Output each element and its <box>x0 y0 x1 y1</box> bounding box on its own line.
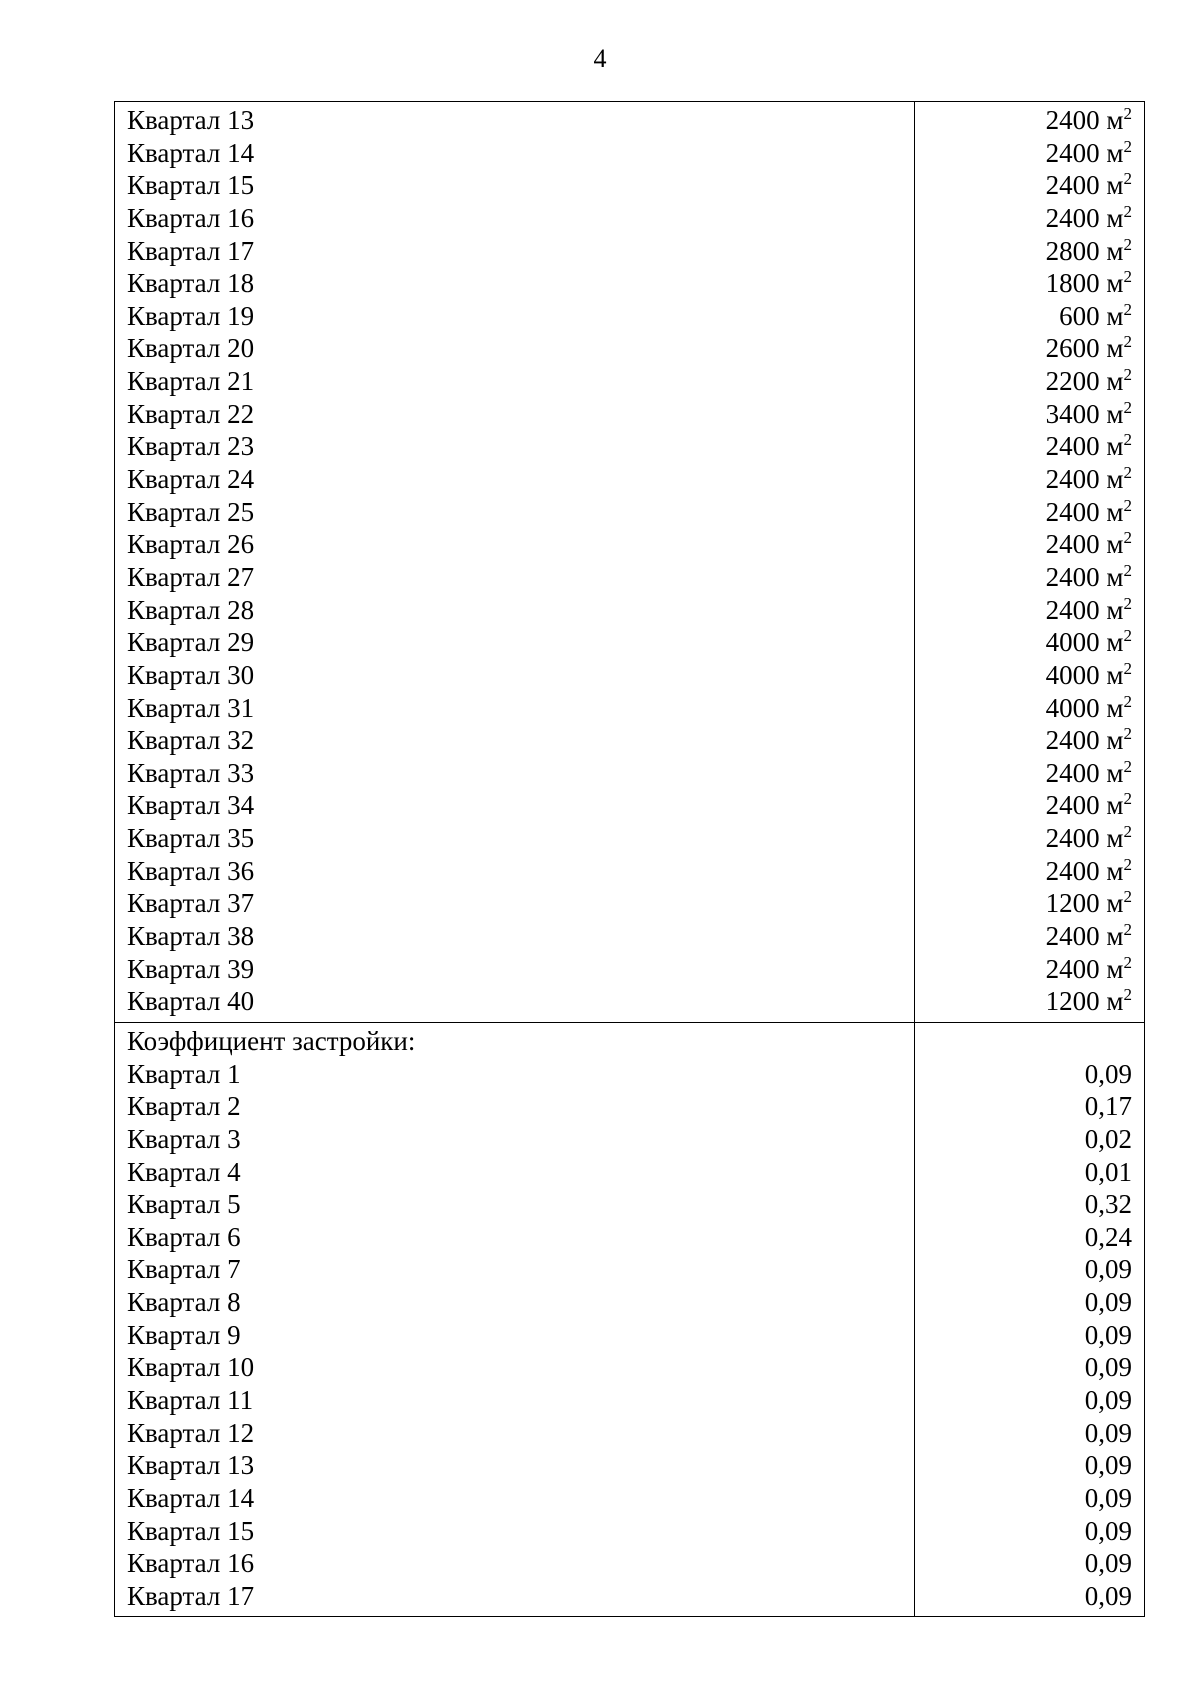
area-value-text: 4000 м <box>1045 627 1124 658</box>
coefficient-row-label: Квартал 1 <box>127 1058 241 1089</box>
area-value-text: 2400 м <box>1045 202 1124 233</box>
area-value-text: 4000 м <box>1045 659 1124 690</box>
area-value-text: 2400 м <box>1045 464 1124 495</box>
area-row-label: Квартал 39 <box>127 953 255 984</box>
coefficient-value-cell <box>915 1022 1145 1617</box>
area-value-text: 2400 м <box>1045 921 1124 952</box>
unit-superscript: 2 <box>1123 854 1132 874</box>
unit-superscript: 2 <box>1123 952 1132 972</box>
area-value-text: 4000 м <box>1045 692 1124 723</box>
coefficient-row-value: 0,09 <box>1084 1319 1132 1350</box>
area-row-label: Квартал 18 <box>127 268 255 299</box>
area-row-label: Квартал 31 <box>127 692 255 723</box>
area-value-text: 2400 м <box>1045 757 1124 788</box>
unit-superscript: 2 <box>1123 201 1132 221</box>
area-value-text: 2400 м <box>1045 790 1124 821</box>
coefficient-heading-spacer <box>915 1025 1144 1058</box>
area-value-cell <box>915 102 1145 1023</box>
unit-superscript: 2 <box>1123 789 1132 809</box>
area-row-label: Квартал 22 <box>127 398 255 429</box>
area-row-label: Квартал 38 <box>127 921 255 952</box>
coefficient-row-label: Квартал 14 <box>127 1482 255 1513</box>
unit-superscript: 2 <box>1123 365 1132 385</box>
page-number: 4 <box>593 44 607 73</box>
unit-superscript: 2 <box>1123 658 1132 678</box>
unit-superscript: 2 <box>1123 822 1132 842</box>
coefficient-heading: Коэффициент застройки: <box>127 1025 416 1056</box>
coefficient-row-value: 0,09 <box>1084 1384 1132 1415</box>
area-row-value <box>915 104 1144 137</box>
area-row-value <box>915 692 1144 725</box>
area-row-value <box>915 855 1144 888</box>
coefficient-row-value: 0,32 <box>1084 1189 1132 1220</box>
area-row-value <box>915 920 1144 953</box>
area-row-label: Квартал 29 <box>127 627 255 658</box>
area-row-value <box>915 822 1144 855</box>
coefficient-row-label: Квартал 6 <box>127 1221 241 1252</box>
unit-superscript: 2 <box>1123 985 1132 1005</box>
area-row-value <box>915 332 1144 365</box>
coefficient-row-label: Квартал 13 <box>127 1450 255 1481</box>
area-row-value <box>915 463 1144 496</box>
area-row-label: Квартал 30 <box>127 659 255 690</box>
area-row-label: Квартал 17 <box>127 235 255 266</box>
area-value-text: 2800 м <box>1045 235 1124 266</box>
unit-superscript: 2 <box>1123 332 1132 352</box>
area-row-label: Квартал 21 <box>127 366 255 397</box>
coefficient-row-label: Квартал 3 <box>127 1123 241 1154</box>
coefficient-row-value: 0,01 <box>1084 1156 1132 1187</box>
area-row-label: Квартал 25 <box>127 496 255 527</box>
coefficient-row-value: 0,09 <box>1084 1548 1132 1579</box>
coefficient-row-value: 0,09 <box>1084 1580 1132 1611</box>
area-row-label: Квартал 20 <box>127 333 255 364</box>
coefficient-row-label: Квартал 11 <box>127 1384 254 1415</box>
area-row-label: Квартал 32 <box>127 725 255 756</box>
unit-superscript: 2 <box>1123 560 1132 580</box>
coefficient-row-label: Квартал 8 <box>127 1287 241 1318</box>
coefficient-row-value: 0,09 <box>1084 1417 1132 1448</box>
area-row-value <box>915 626 1144 659</box>
area-value-text: 2400 м <box>1045 137 1124 168</box>
area-row-value <box>915 430 1144 463</box>
document-table <box>114 101 1145 1617</box>
area-row-label: Квартал 13 <box>127 105 255 135</box>
unit-superscript: 2 <box>1123 593 1132 613</box>
area-row-label: Квартал 16 <box>127 202 255 233</box>
area-row-label: Квартал 26 <box>127 529 255 560</box>
coefficient-label-cell <box>115 1022 915 1617</box>
area-value-text: 2400 м <box>1045 105 1124 135</box>
area-value-text: 2400 м <box>1045 953 1124 984</box>
area-row-value <box>915 528 1144 561</box>
unit-superscript: 2 <box>1123 724 1132 744</box>
area-row-label: Квартал 15 <box>127 170 255 201</box>
coefficient-row-label: Квартал 9 <box>127 1319 241 1350</box>
area-value-text: 2200 м <box>1045 366 1124 397</box>
area-row-value <box>915 594 1144 627</box>
area-row-value <box>915 137 1144 170</box>
unit-superscript: 2 <box>1123 169 1132 189</box>
area-row-value <box>915 169 1144 202</box>
coefficient-row-value: 0,09 <box>1084 1254 1132 1285</box>
area-row-value <box>915 235 1144 268</box>
unit-superscript: 2 <box>1123 756 1132 776</box>
coefficient-row-value: 0,09 <box>1084 1482 1132 1513</box>
area-value-text: 3400 м <box>1045 398 1124 429</box>
coefficient-row-value: 0,24 <box>1084 1221 1132 1252</box>
coefficient-row-value: 0,02 <box>1084 1123 1132 1154</box>
area-row-value <box>915 267 1144 300</box>
area-row-value <box>915 953 1144 986</box>
area-row-value <box>915 300 1144 333</box>
area-value-text: 2400 м <box>1045 170 1124 201</box>
area-value-text: 2400 м <box>1045 496 1124 527</box>
unit-superscript: 2 <box>1123 495 1132 515</box>
unit-superscript: 2 <box>1123 234 1132 254</box>
area-row-label: Квартал 35 <box>127 823 255 854</box>
unit-superscript: 2 <box>1123 626 1132 646</box>
area-value-text: 2600 м <box>1045 333 1124 364</box>
coefficient-row-label: Квартал 10 <box>127 1352 255 1383</box>
area-row-label: Квартал 28 <box>127 594 255 625</box>
area-value-text: 1200 м <box>1045 888 1124 919</box>
table-row-coefficient-section <box>115 1022 1145 1617</box>
area-value-text: 1200 м <box>1045 986 1124 1017</box>
table-row-area-section <box>115 102 1145 1023</box>
area-row-value <box>915 561 1144 594</box>
area-value-text: 2400 м <box>1045 431 1124 462</box>
area-row-value <box>915 365 1144 398</box>
unit-superscript: 2 <box>1123 104 1132 123</box>
area-value-text: 1800 м <box>1045 268 1124 299</box>
area-row-label: Квартал 27 <box>127 561 255 592</box>
area-label-cell <box>115 102 915 1023</box>
coefficient-row-label: Квартал 4 <box>127 1156 241 1187</box>
unit-superscript: 2 <box>1123 430 1132 450</box>
area-row-label: Квартал 37 <box>127 888 255 919</box>
coefficient-row-label: Квартал 5 <box>127 1189 241 1220</box>
area-value-text: 2400 м <box>1045 561 1124 592</box>
coefficient-row-label: Квартал 7 <box>127 1254 241 1285</box>
area-row-label: Квартал 34 <box>127 790 255 821</box>
area-row-value <box>915 398 1144 431</box>
area-row-value <box>915 724 1144 757</box>
area-row-value <box>915 496 1144 529</box>
area-row-value <box>915 887 1144 920</box>
coefficient-row-label: Квартал 15 <box>127 1515 255 1546</box>
coefficient-row-value: 0,09 <box>1084 1450 1132 1481</box>
area-row-value <box>915 659 1144 692</box>
area-row-value <box>915 202 1144 235</box>
area-value-text: 2400 м <box>1045 823 1124 854</box>
area-row-value <box>915 985 1144 1018</box>
area-row-value <box>915 789 1144 822</box>
unit-superscript: 2 <box>1123 887 1132 907</box>
unit-superscript: 2 <box>1123 528 1132 548</box>
unit-superscript: 2 <box>1123 136 1132 156</box>
coefficient-row-value: 0,09 <box>1084 1058 1132 1089</box>
area-row-label: Квартал 23 <box>127 431 255 462</box>
area-value-text: 2400 м <box>1045 594 1124 625</box>
area-row-label: Квартал 40 <box>127 986 255 1017</box>
coefficient-row-value: 0,09 <box>1084 1515 1132 1546</box>
unit-superscript: 2 <box>1123 463 1132 483</box>
area-value-text: 600 м <box>1059 300 1124 331</box>
coefficient-row-value: 0,17 <box>1084 1091 1132 1122</box>
unit-superscript: 2 <box>1123 397 1132 417</box>
area-row-label: Квартал 36 <box>127 855 255 886</box>
coefficient-row-value: 0,09 <box>1084 1287 1132 1318</box>
area-value-text: 2400 м <box>1045 529 1124 560</box>
area-row-label: Квартал 24 <box>127 464 255 495</box>
area-row-label: Квартал 33 <box>127 757 255 788</box>
area-row-label: Квартал 19 <box>127 300 255 331</box>
area-value-text: 2400 м <box>1045 855 1124 886</box>
coefficient-row-label: Квартал 16 <box>127 1548 255 1579</box>
area-row-value <box>915 757 1144 790</box>
unit-superscript: 2 <box>1123 299 1132 319</box>
coefficient-row-label: Квартал 12 <box>127 1417 255 1448</box>
unit-superscript: 2 <box>1123 691 1132 711</box>
coefficient-row-label: Квартал 17 <box>127 1580 255 1611</box>
coefficient-row-value: 0,09 <box>1084 1352 1132 1383</box>
area-value-text: 2400 м <box>1045 725 1124 756</box>
unit-superscript: 2 <box>1123 267 1132 287</box>
coefficient-row-label: Квартал 2 <box>127 1091 241 1122</box>
unit-superscript: 2 <box>1123 920 1132 940</box>
area-row-label: Квартал 14 <box>127 137 255 168</box>
